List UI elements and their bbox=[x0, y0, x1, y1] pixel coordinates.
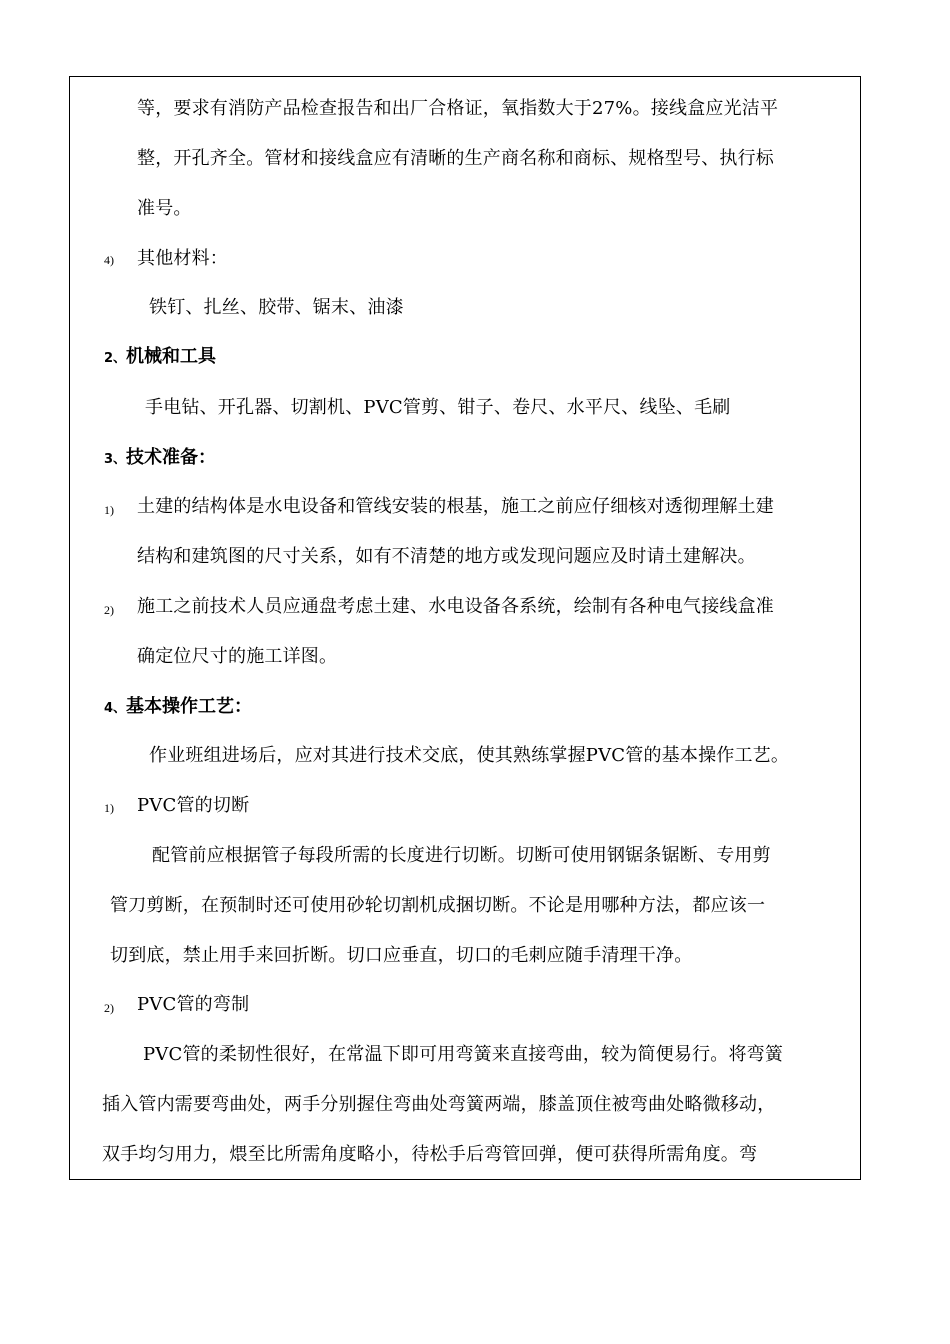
section-number: 2、 bbox=[104, 351, 127, 366]
text-line: PVC管的柔韧性很好，在常温下即可用弯簧来直接弯曲，较为简便易行。将弯簧 bbox=[143, 1044, 784, 1065]
list-number: 4) bbox=[104, 253, 114, 267]
list-number: 1) bbox=[104, 503, 114, 517]
text-line: 双手均匀用力，煨至比所需角度略小，待松手后弯管回弹，便可获得所需角度。弯 bbox=[102, 1144, 758, 1165]
section-title: 技术准备： bbox=[126, 447, 217, 468]
list-number: 2) bbox=[104, 603, 114, 617]
text-line: 配管前应根据管子每段所需的长度进行切断。切断可使用钢锯条锯断、专用剪 bbox=[152, 845, 771, 866]
text-line: 插入管内需要弯曲处，两手分别握住弯曲处弯簧两端，膝盖顶住被弯曲处略微移动， bbox=[102, 1094, 776, 1115]
text-line: 手电钻、开孔器、切割机、PVC管剪、钳子、卷尺、水平尺、线坠、毛刷 bbox=[145, 397, 731, 418]
list-number: 2) bbox=[104, 1001, 114, 1015]
text-line: 准号。 bbox=[137, 198, 192, 219]
subsection-title: PVC管的切断 bbox=[137, 795, 250, 816]
text-line: 结构和建筑图的尺寸关系，如有不清楚的地方或发现问题应及时请土建解决。 bbox=[137, 546, 756, 567]
text-line: 土建的结构体是水电设备和管线安装的根基，施工之前应仔细核对透彻理解土建 bbox=[137, 496, 774, 517]
section-heading bbox=[104, 446, 216, 472]
section-number: 4、 bbox=[104, 701, 127, 716]
text-line: 管刀剪断，在预制时还可使用砂轮切割机成捆切断。不论是用哪种方法，都应该一 bbox=[110, 895, 766, 916]
text-line: 整，开孔齐全。管材和接线盒应有清晰的生产商名称和商标、规格型号、执行标 bbox=[137, 148, 774, 169]
list-number: 1) bbox=[104, 801, 114, 815]
section-heading bbox=[104, 345, 216, 371]
section-title: 基本操作工艺： bbox=[126, 696, 253, 717]
text-line: 作业班组进场后，应对其进行技术交底，使其熟练掌握PVC管的基本操作工艺。 bbox=[149, 745, 790, 766]
subsection-title: PVC管的弯制 bbox=[137, 994, 250, 1015]
text-line: 等，要求有消防产品检查报告和出厂合格证，氧指数大于27%。接线盒应光洁平 bbox=[137, 98, 779, 119]
list-item-title: 其他材料： bbox=[137, 248, 228, 269]
text-line: 切到底，禁止用手来回折断。切口应垂直，切口的毛刺应随手清理干净。 bbox=[110, 945, 693, 966]
section-title: 机械和工具 bbox=[126, 346, 217, 367]
text-line: 施工之前技术人员应通盘考虑土建、水电设备各系统，绘制有各种电气接线盒准 bbox=[137, 596, 774, 617]
text-line: 确定位尺寸的施工详图。 bbox=[137, 646, 338, 667]
section-heading bbox=[104, 695, 252, 721]
text-line: 铁钉、扎丝、胶带、锯末、油漆 bbox=[149, 297, 404, 318]
section-number: 3、 bbox=[104, 452, 127, 467]
